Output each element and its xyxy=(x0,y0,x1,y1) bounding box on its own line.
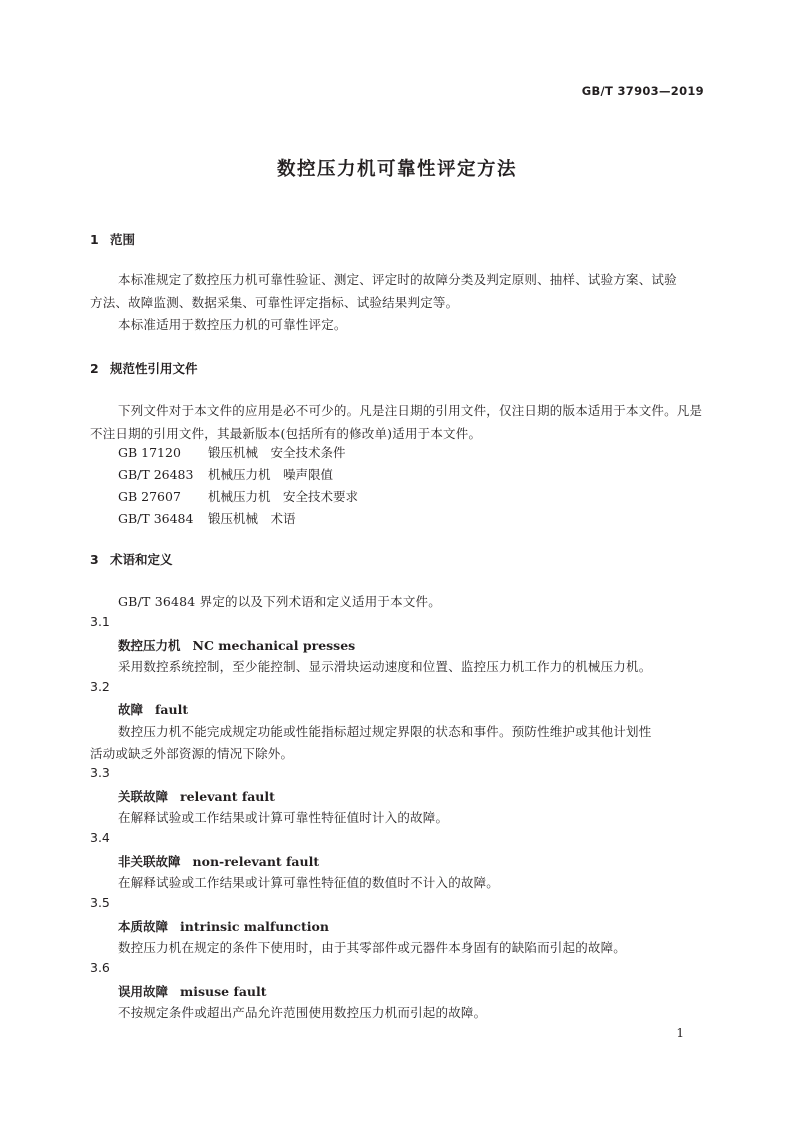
term-en: fault xyxy=(155,702,189,717)
term-definition: 数控压力机在规定的条件下使用时，由于其零部件或元器件本身固有的缺陷而引起的故障。 xyxy=(118,940,627,955)
section-1-para-2: 本标准适用于数控压力机的可靠性评定。 xyxy=(118,317,347,332)
term-definition: 在解释试验或工作结果或计算可靠性特征值的数值时不计入的故障。 xyxy=(118,875,500,890)
section-2-para: 下列文件对于本文件的应用是必不可少的。凡是注日期的引用文件，仅注日期的版本适用于本文件。凡是不注日期的引用文件，其最新版本(包括所有的修改单)适用于本文件。 xyxy=(90,403,703,441)
term-name xyxy=(118,982,267,1000)
term-definition: 不按规定条件或超出产品允许范围使用数控压力机而引起的故障。 xyxy=(118,1005,487,1020)
term-definition: 采用数控系统控制，至少能控制、显示滑块运动速度和位置、监控压力机工作力的机械压力机。 xyxy=(118,659,652,674)
term-en: relevant fault xyxy=(180,789,275,804)
ref-item xyxy=(118,487,358,505)
section-number: 1 xyxy=(90,232,99,247)
ref-item xyxy=(118,509,296,527)
section-3-intro: GB/T 36484 界定的以及下列术语和定义适用于本文件。 xyxy=(118,594,441,609)
term-zh: 关联故障 xyxy=(118,789,169,804)
page-number: 1 xyxy=(676,1026,684,1040)
section-2-heading xyxy=(90,359,198,377)
ref-item xyxy=(118,465,333,483)
term-number: 3.5 xyxy=(90,895,110,910)
term-definition-line-2: 活动或缺乏外部资源的情况下除外。 xyxy=(90,746,294,761)
ref-code: GB/T 36484 xyxy=(118,511,194,526)
term-en: intrinsic malfunction xyxy=(180,919,329,934)
term-zh: 误用故障 xyxy=(118,984,169,999)
ref-title: 机械压力机 噪声限值 xyxy=(208,467,334,482)
term-number: 3.4 xyxy=(90,830,110,845)
term-name xyxy=(118,852,319,870)
section-1-para-1-line-2: 方法、故障监测、数据采集、可靠性评定指标、试验结果判定等。 xyxy=(90,295,459,310)
section-number: 2 xyxy=(90,361,99,376)
term-zh: 非关联故障 xyxy=(118,854,181,869)
term-name xyxy=(118,636,355,654)
term-definition-line-1: 数控压力机不能完成规定功能或性能指标超过规定界限的状态和事件。预防性维护或其他计划性 xyxy=(118,724,652,739)
term-name xyxy=(118,700,188,718)
term-en: non-relevant fault xyxy=(192,854,320,869)
term-zh: 故障 xyxy=(118,702,144,717)
term-number: 3.1 xyxy=(90,614,110,629)
ref-code: GB/T 26483 xyxy=(118,467,194,482)
term-zh: 本质故障 xyxy=(118,919,169,934)
section-title: 术语和定义 xyxy=(110,552,173,567)
term-number: 3.3 xyxy=(90,765,110,780)
term-zh: 数控压力机 xyxy=(118,638,181,653)
term-en: misuse fault xyxy=(180,984,267,999)
ref-item xyxy=(118,443,346,461)
section-3-heading xyxy=(90,550,173,568)
ref-code: GB 17120 xyxy=(118,445,181,460)
term-name xyxy=(118,917,329,935)
term-definition: 在解释试验或工作结果或计算可靠性特征值时计入的故障。 xyxy=(118,810,449,825)
term-name xyxy=(118,787,275,805)
standard-number: GB/T 37903—2019 xyxy=(581,84,704,98)
section-title: 规范性引用文件 xyxy=(110,361,198,376)
ref-title: 锻压机械 安全技术条件 xyxy=(208,445,346,460)
ref-title: 机械压力机 安全技术要求 xyxy=(208,489,359,504)
ref-title: 锻压机械 术语 xyxy=(208,511,296,526)
term-number: 3.6 xyxy=(90,960,110,975)
document-title: 数控压力机可靠性评定方法 xyxy=(276,159,517,180)
section-1-para-1-line-1: 本标准规定了数控压力机可靠性验证、测定、评定时的故障分类及判定原则、抽样、试验方案、试验 xyxy=(118,272,677,287)
section-number: 3 xyxy=(90,552,99,567)
section-title: 范围 xyxy=(110,232,136,247)
term-en: NC mechanical presses xyxy=(192,638,356,653)
ref-code: GB 27607 xyxy=(118,489,181,504)
section-1-heading xyxy=(90,230,135,248)
term-number: 3.2 xyxy=(90,679,110,694)
